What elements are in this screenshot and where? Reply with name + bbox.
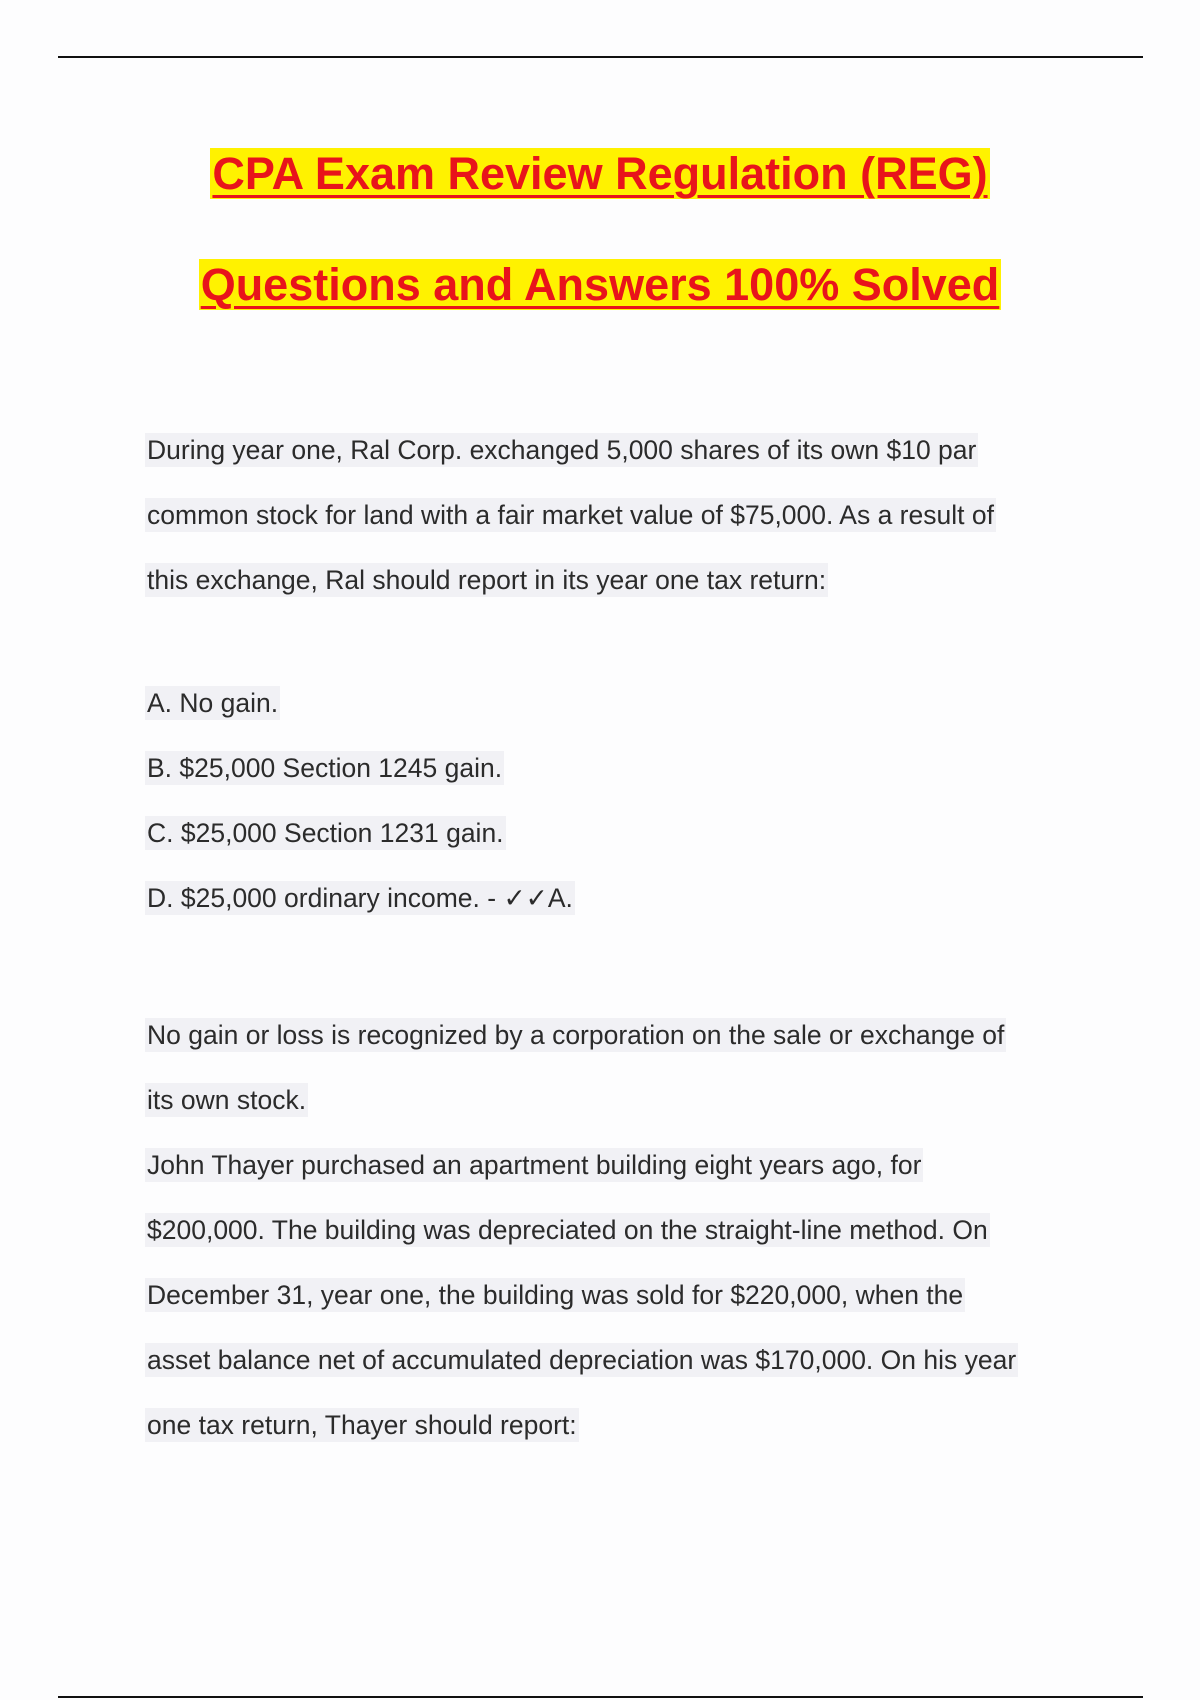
title-line-1-text: CPA Exam Review Regulation (REG) — [212, 148, 988, 199]
option-c: C. $25,000 Section 1231 gain. — [147, 818, 504, 848]
question-2 — [145, 1139, 1105, 1464]
explanation-1 — [145, 1009, 1105, 1139]
question-1-line: this exchange, Ral should report in its year one tax return: — [147, 565, 827, 595]
question-2-line: one tax return, Thayer should report: — [147, 1410, 577, 1440]
document-title-line-2 — [0, 257, 1200, 313]
question-1-line: common stock for land with a fair market value of $75,000. As a result of — [147, 500, 994, 530]
spacer — [145, 619, 1105, 677]
option-b: B. $25,000 Section 1245 gain. — [147, 753, 503, 783]
option-d-with-answer: D. $25,000 ordinary income. - ✓✓A. — [147, 883, 573, 913]
document-body — [145, 424, 1105, 1464]
question-2-line: $200,000. The building was depreciated on the straight-line method. On — [147, 1215, 988, 1245]
question-2-line: December 31, year one, the building was sold for $220,000, when the — [147, 1280, 964, 1310]
question-1 — [145, 424, 1105, 619]
question-2-line: asset balance net of accumulated depreciation was $170,000. On his year — [147, 1345, 1017, 1375]
explanation-line: No gain or loss is recognized by a corporation on the sale or exchange of — [147, 1020, 1005, 1050]
option-a: A. No gain. — [147, 688, 279, 718]
top-rule — [58, 56, 1143, 58]
bottom-rule — [58, 1696, 1143, 1698]
question-1-line: During year one, Ral Corp. exchanged 5,000 shares of its own $10 par — [147, 435, 977, 465]
spacer — [145, 937, 1105, 1009]
document-title-line-1 — [0, 146, 1200, 202]
question-1-options — [145, 677, 1105, 937]
title-line-2-text: Questions and Answers 100% Solved — [200, 259, 1000, 310]
question-2-line: John Thayer purchased an apartment building eight years ago, for — [147, 1150, 922, 1180]
explanation-line: its own stock. — [147, 1085, 307, 1115]
